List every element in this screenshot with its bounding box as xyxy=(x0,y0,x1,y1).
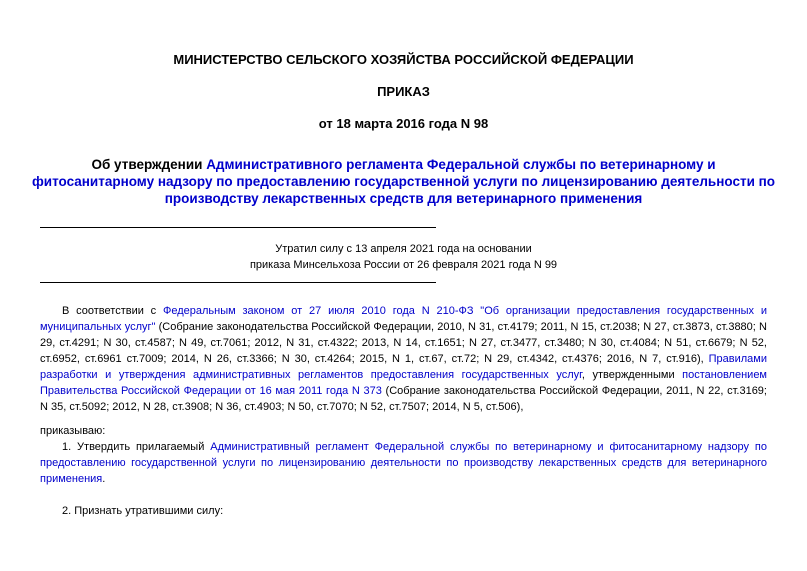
order-item-1-lead: 1. Утвердить прилагаемый xyxy=(62,441,211,453)
title-regulation-link[interactable]: Административного регламента Федеральной службы по ветеринарному и фитосанитарному надзору по предоставлению государственной услуги по лицензированию деятельности по производству лекарственных средств для ветеринарного применения xyxy=(31,157,776,206)
preamble-paragraph xyxy=(40,303,767,415)
title-prefix: Об утверждении xyxy=(91,157,207,172)
repeal-note xyxy=(40,241,767,273)
top-divider xyxy=(40,227,436,228)
repeal-note-line-2: приказа Минсельхоза России от 26 февраля 2021 года N 99 xyxy=(249,259,558,271)
order-word: приказываю: xyxy=(40,425,106,437)
preamble-approved: , утвержденными xyxy=(581,369,683,381)
order-item-1 xyxy=(40,439,767,487)
government-decree-link[interactable]: постановлением Правительства Российской Федерации от 16 мая 2011 года N 373 xyxy=(40,369,767,397)
order-item-2: 2. Признать утратившими силу: xyxy=(62,505,224,517)
preamble-lead: В соответствии с xyxy=(62,305,163,317)
ministry-heading: МИНИСТЕРСТВО СЕЛЬСКОГО ХОЗЯЙСТВА РОССИЙСКОЙ ФЕДЕРАЦИИ xyxy=(173,52,634,67)
regulation-rules-link[interactable]: Правилами разработки и утверждения административных регламентов предоставления государственных услуг xyxy=(40,353,767,381)
administrative-regulation-link[interactable]: Административный регламент Федеральной службы по ветеринарному и фитосанитарному надзору по предоставлению государственной услуги по лицензированию деятельности по производству лекарственных средств для ветеринарного применения xyxy=(40,441,767,485)
federal-law-link[interactable]: Федеральным законом от 27 июля 2010 года N 210-ФЗ "Об организации предоставления государственных и муниципальных услуг" xyxy=(40,305,767,333)
repeal-note-line-1: Утратил силу с 13 апреля 2021 года на основании xyxy=(275,243,532,255)
document-date: от 18 марта 2016 года N 98 xyxy=(318,116,489,131)
document-type-heading: ПРИКАЗ xyxy=(377,84,430,99)
preamble-citation-1: (Собрание законодательства Российской Федерации, 2010, N 31, ст.4179; 2011, N 15, ст.2038; N 27, ст.3873, ст.3880; N 29, ст.4291; N 30, ст.4587; N 49, ст.7061; 2012, N 31, ст.4322; 2013, N 14, ст.1651; N 27, ст.3477, ст.3480; N 30, ст.4084; N 51, ст.6679; N 52, ст.6952, ст.6961 ст.7009; 2014, N 26, ст.3366; N 30, ст.4264; 2015, N 1, ст.67, ст.72; N 29, ст.4342, ст.4376; 2016, N 7, ст.916), xyxy=(40,321,767,365)
preamble-citation-2: (Собрание законодательства Российской Федерации, 2011, N 22, ст.3169; N 35, ст.5092; 2012, N 28, ст.3908; N 36, ст.4903; N 50, ст.7070; N 52, ст.7507; 2014, N 5, ст.506), xyxy=(40,385,767,413)
document-title xyxy=(30,156,777,207)
bottom-divider xyxy=(40,282,436,283)
order-item-1-tail: . xyxy=(102,473,106,485)
